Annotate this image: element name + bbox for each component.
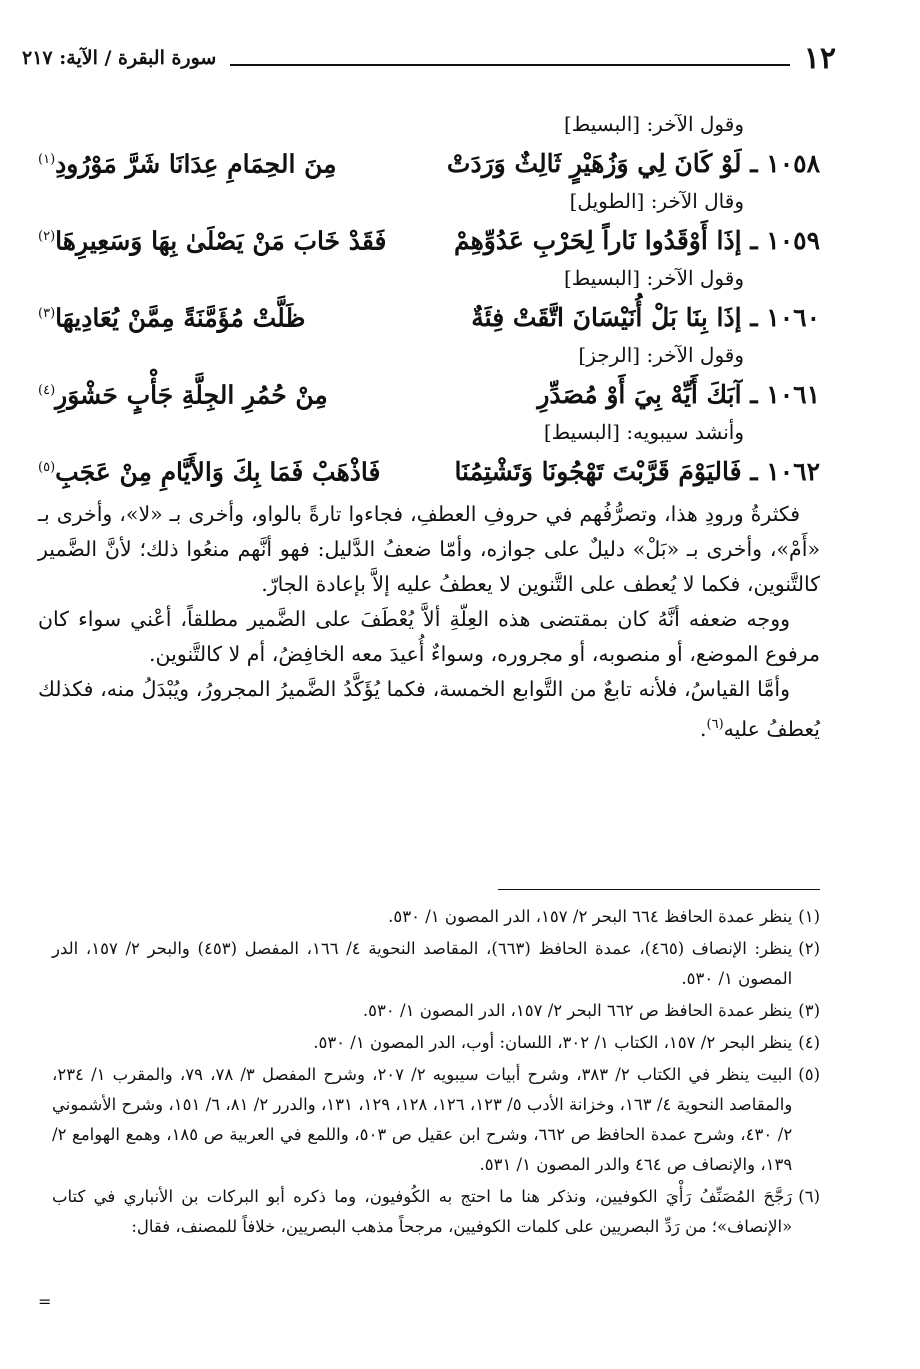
- paragraph: فكثرةُ ورودِ هذا، وتصرُّفُهم في حروفِ العطفِ، فجاءوا تارةً بالواو، وأخرى بـ «لا»، وأخرى بـ «أَمْ»، وأخرى بـ «بَلْ» دليلٌ على جوازه، وأمّا ضعفُ الدَّليل: فهو أنَّهم منعُوا ذلك؛ لأنَّ الضَّمير كالتَّنوين، فكما لا يُعطف على التَّنوين لا يعطفُ عليه إلاَّ بإعادة الجارّ.: [38, 502, 820, 596]
- footnote-ref[interactable]: (٤): [38, 383, 56, 398]
- verse-second-hemistich: فَاذْهَبْ فَمَا بِكَ وَالأَيَّامِ مِنْ عَجَبِ$^{(٥)}$: [38, 457, 381, 487]
- running-title: سورة البقرة / الآية: ٢١٧: [22, 47, 217, 69]
- paragraph: وأمَّا القياسُ، فلأنه تابعٌ من التَّوابع الخمسة، فكما يُؤَكَّدُ الضَّميرُ المجرورُ، ويُبْدَلُ منه، فكذلك يُعطفُ عليه$^{(٦)}$.: [38, 677, 820, 741]
- footnote-ref[interactable]: (٥): [38, 460, 56, 475]
- footnote: (٦) رَجَّحَ المُصَنِّفُ رَأْيَ الكوفيين، ونذكر هنا ما احتج به الكُوفيون، وما ذكره أبو البركات بن الأنباري في كتاب «الإنصاف»؛ من رَدِّ البصريين على كلمات الكوفيين، مرجحاً مذهب البصريين، خلافاً للمصنف، فقال:: [52, 1187, 820, 1236]
- page-number: ١٢: [803, 40, 836, 76]
- verse-first-hemistich: ١٠٦٠ ـ إذَا بِنَا بَلْ أُنَيْسَانَ اتَّقَتْ فِئَةٌ: [471, 303, 820, 333]
- poem-intro: وقول الآخر: [الرجز]: [578, 343, 744, 367]
- footnotes: [52, 902, 820, 1244]
- header-rule: [230, 64, 789, 66]
- footnote-ref[interactable]: (٢): [38, 229, 56, 244]
- verse-first-hemistich: ١٠٥٨ ـ لَوْ كَانَ لِي وَزُهَيْرٍ ثَالِثٌ وَرَدَتْ: [446, 149, 820, 179]
- footnote-ref[interactable]: (٣): [38, 306, 56, 321]
- main-text: [38, 112, 820, 747]
- verse-number: ١٠٥٩ ـ: [750, 226, 820, 256]
- footnote-ref[interactable]: (٦): [706, 717, 724, 732]
- verse-second-hemistich: مِنْ حُمُرِ الجِلَّةِ جَأْبٍ حَشْوَرِ$^{(٤)}$: [38, 380, 328, 410]
- verse-first-hemistich: ١٠٥٩ ـ إذَا أَوْقَدُوا نَاراً لِحَرْبِ عَدُوِّهِمْ: [453, 226, 820, 256]
- verse-line: [38, 220, 820, 254]
- footnote: (١) ينظر عمدة الحافظ ٦٦٤ البحر ٢/ ١٥٧، الدر المصون ١/ ٥٣٠.: [388, 907, 820, 926]
- verse-first-hemistich: ١٠٦٢ ـ فَاليَوْمَ قَرَّبْتَ تَهْجُونَا وَتَشْتِمُنَا: [454, 457, 820, 487]
- poem-intro: وقال الآخر: [الطويل]: [569, 189, 744, 213]
- verse-number: ١٠٦١ ـ: [750, 380, 820, 410]
- paragraph: ووجه ضعفه أنَّهُ كان بمقتضى هذه العِلّةِ ألاَّ يُعْطَفَ على الضَّمير مطلقاً، أعْني سواء كان مرفوع الموضع، أو منصوبه، أو مجروره، وسواءٌ أُعيدَ معه الخافِضُ، أم لا كالتَّنوين.: [38, 607, 820, 666]
- poem-intro: وأنشد سيبويه: [البسيط]: [543, 420, 744, 444]
- commentary: [38, 497, 820, 747]
- page-header: [22, 36, 836, 80]
- poem-intro: وقول الآخر: [البسيط]: [563, 266, 744, 290]
- verse-line: [38, 451, 820, 485]
- footnote-ref[interactable]: (١): [38, 152, 56, 167]
- verse-number: ١٠٦٠ ـ: [750, 303, 820, 333]
- verse-line: [38, 297, 820, 331]
- footnote: (٣) ينظر عمدة الحافظ ص ٦٦٢ البحر ٢/ ١٥٧، الدر المصون ١/ ٥٣٠.: [362, 1001, 820, 1020]
- poem-intro: وقول الآخر: [البسيط]: [563, 112, 744, 136]
- poem-block: [38, 112, 820, 485]
- footnote: (٥) البيت ينظر في الكتاب ٢/ ٣٨٣، وشرح أبيات سيبويه ٢/ ٢٠٧، وشرح المفصل ٣/ ٧٨، ٧٩، والمقرب ١/ ٢٣٤، والمقاصد النحوية ٤/ ١٦٣، وخزانة الأدب ٥/ ١٢٣، ١٢٦، ١٢٨، ١٢٩، ١٣١، والدرر ٢/ ٨١، ٦/ ١٥١، وشرح الأشموني ٢/ ٤٣٠، وشرح عمدة الحافظ ص ٦٦٢، وشرح ابن عقيل ص ٥٠٣، واللمع في العربية ص ١٨٥، وهمع الهوامع ٢/ ١٣٩، والإنصاف ص ٤٦٤ والدر المصون ١/ ٥٣١.: [52, 1065, 820, 1174]
- verse-second-hemistich: ظَلَّتْ مُؤَمَّنَةً مِمَّنْ يُعَادِيهَا$^{(٣)}$: [38, 303, 306, 333]
- footnote-separator: [498, 889, 820, 890]
- verse-second-hemistich: فَقَدْ خَابَ مَنْ يَصْلَىٰ بِهَا وَسَعِيرِهَا$^{(٢)}$: [38, 226, 387, 256]
- footnote: (٢) ينظر: الإنصاف (٤٦٥)، عمدة الحافظ (٦٦٣)، المقاصد النحوية ٤/ ١٦٦، المفصل (٤٥٣) والبحر ٢/ ١٥٧، الدر المصون ١/ ٥٣٠.: [52, 939, 820, 988]
- verse-line: [38, 143, 820, 177]
- verse-first-hemistich: ١٠٦١ ـ آبَكَ أَيِّهْ بِيَ أَوْ مُصَدِّرِ: [537, 380, 820, 410]
- page-marker: =: [38, 1292, 52, 1311]
- footnote: (٤) ينظر البحر ٢/ ١٥٧، الكتاب ١/ ٣٠٢، اللسان: أوب، الدر المصون ١/ ٥٣٠.: [313, 1033, 820, 1052]
- verse-number: ١٠٥٨ ـ: [750, 149, 820, 179]
- verse-number: ١٠٦٢ ـ: [750, 457, 820, 487]
- verse-line: [38, 374, 820, 408]
- verse-second-hemistich: مِنَ الحِمَامِ عِدَانَا شَرَّ مَوْرُودِ$^{(١)}$: [38, 149, 337, 179]
